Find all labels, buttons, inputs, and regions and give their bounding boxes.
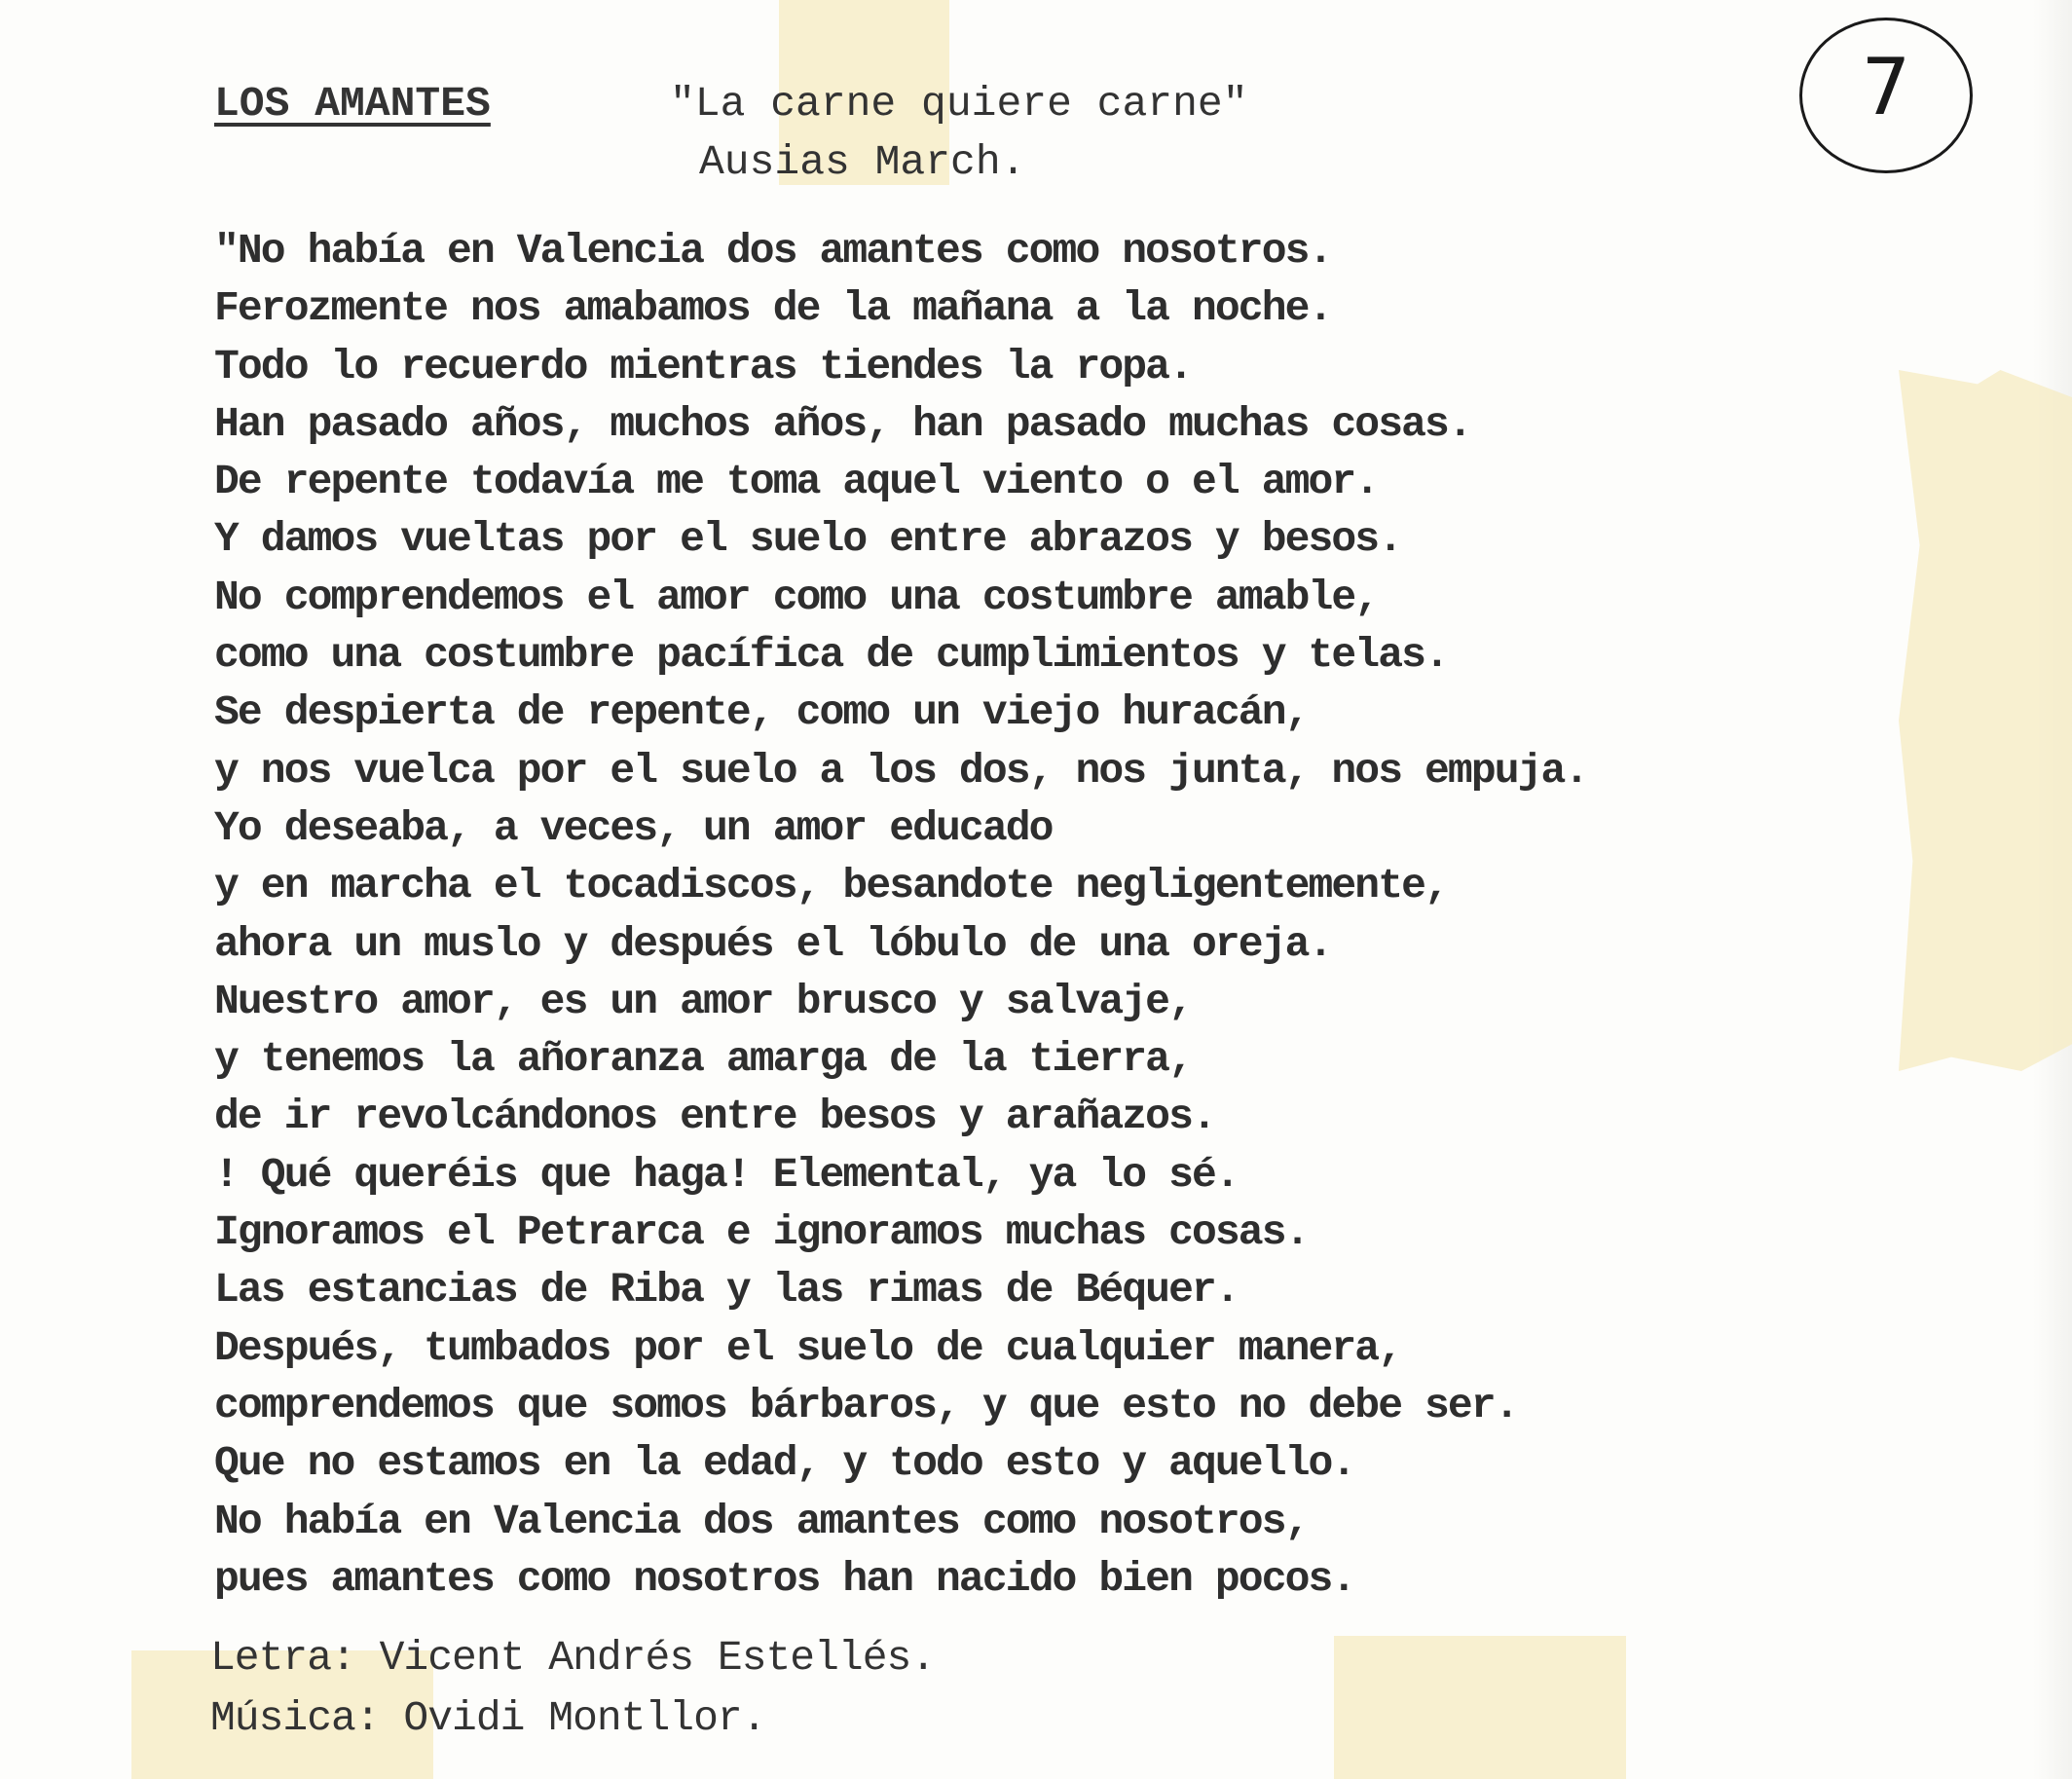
- poem-line: Yo deseaba, a veces, un amor educado: [214, 803, 1053, 852]
- poem-line: No comprendemos el amor como una costumbre amable,: [214, 573, 1379, 621]
- epigraph-quote: "La carne quiere carne": [670, 80, 1248, 128]
- poem-line: "No había en Valencia dos amantes como nosotros.: [214, 227, 1332, 275]
- poem-line: Nuestro amor, es un amor brusco y salvaje,: [214, 977, 1192, 1025]
- song-title: LOS AMANTES: [214, 80, 491, 128]
- poem-line: Ferozmente nos amabamos de la mañana a la noche.: [214, 284, 1332, 333]
- poem-line: y nos vuelca por el suelo a los dos, nos junta, nos empuja.: [214, 746, 1588, 795]
- poem-line: De repente todavía me toma aquel viento o el amor.: [214, 458, 1379, 506]
- song-credits: [210, 1628, 935, 1749]
- epigraph-attribution: Ausias March.: [699, 138, 1026, 186]
- poem-line: pues amantes como nosotros han nacido bien pocos.: [214, 1554, 1355, 1603]
- poem-line: Han pasado años, muchos años, han pasado muchas cosas.: [214, 399, 1471, 448]
- poem-line: como una costumbre pacífica de cumplimientos y telas.: [214, 631, 1448, 680]
- poem-line: de ir revolcándonos entre besos y arañazos.: [214, 1093, 1215, 1141]
- poem-line: No había en Valencia dos amantes como nosotros,: [214, 1497, 1309, 1545]
- poem-line: ! Qué queréis que haga! Elemental, ya lo sé.: [214, 1150, 1239, 1199]
- poem-line: Ignoramos el Petrarca e ignoramos muchas cosas.: [214, 1208, 1309, 1257]
- poem-line: Después, tumbados por el suelo de cualquier manera,: [214, 1323, 1402, 1372]
- poem-line: Y damos vueltas por el suelo entre abrazos y besos.: [214, 515, 1402, 564]
- poem-line: y en marcha el tocadiscos, besandote negligentemente,: [214, 862, 1448, 910]
- music-credit: Música: Ovidi Montllor.: [210, 1694, 766, 1742]
- poem-line: comprendemos que somos bárbaros, y que esto no debe ser.: [214, 1381, 1518, 1429]
- lyrics-credit: Letra: Vicent Andrés Estellés.: [210, 1634, 936, 1682]
- poem-line: ahora un muslo y después el lóbulo de una oreja.: [214, 919, 1332, 968]
- poem-line: Todo lo recuerdo mientras tiendes la ropa.: [214, 342, 1192, 390]
- poem-line: y tenemos la añoranza amarga de la tierra,: [214, 1035, 1192, 1084]
- poem-line: Se despierta de repente, como un viejo huracán,: [214, 688, 1309, 737]
- page-number: 7: [1861, 42, 1911, 132]
- page-number-circle: [1799, 18, 1973, 173]
- poem-line: Las estancias de Riba y las rimas de Béquer.: [214, 1266, 1239, 1315]
- poem-line: Que no estamos en la edad, y todo esto y aquello.: [214, 1439, 1355, 1488]
- poem-lyrics: [214, 222, 1587, 1608]
